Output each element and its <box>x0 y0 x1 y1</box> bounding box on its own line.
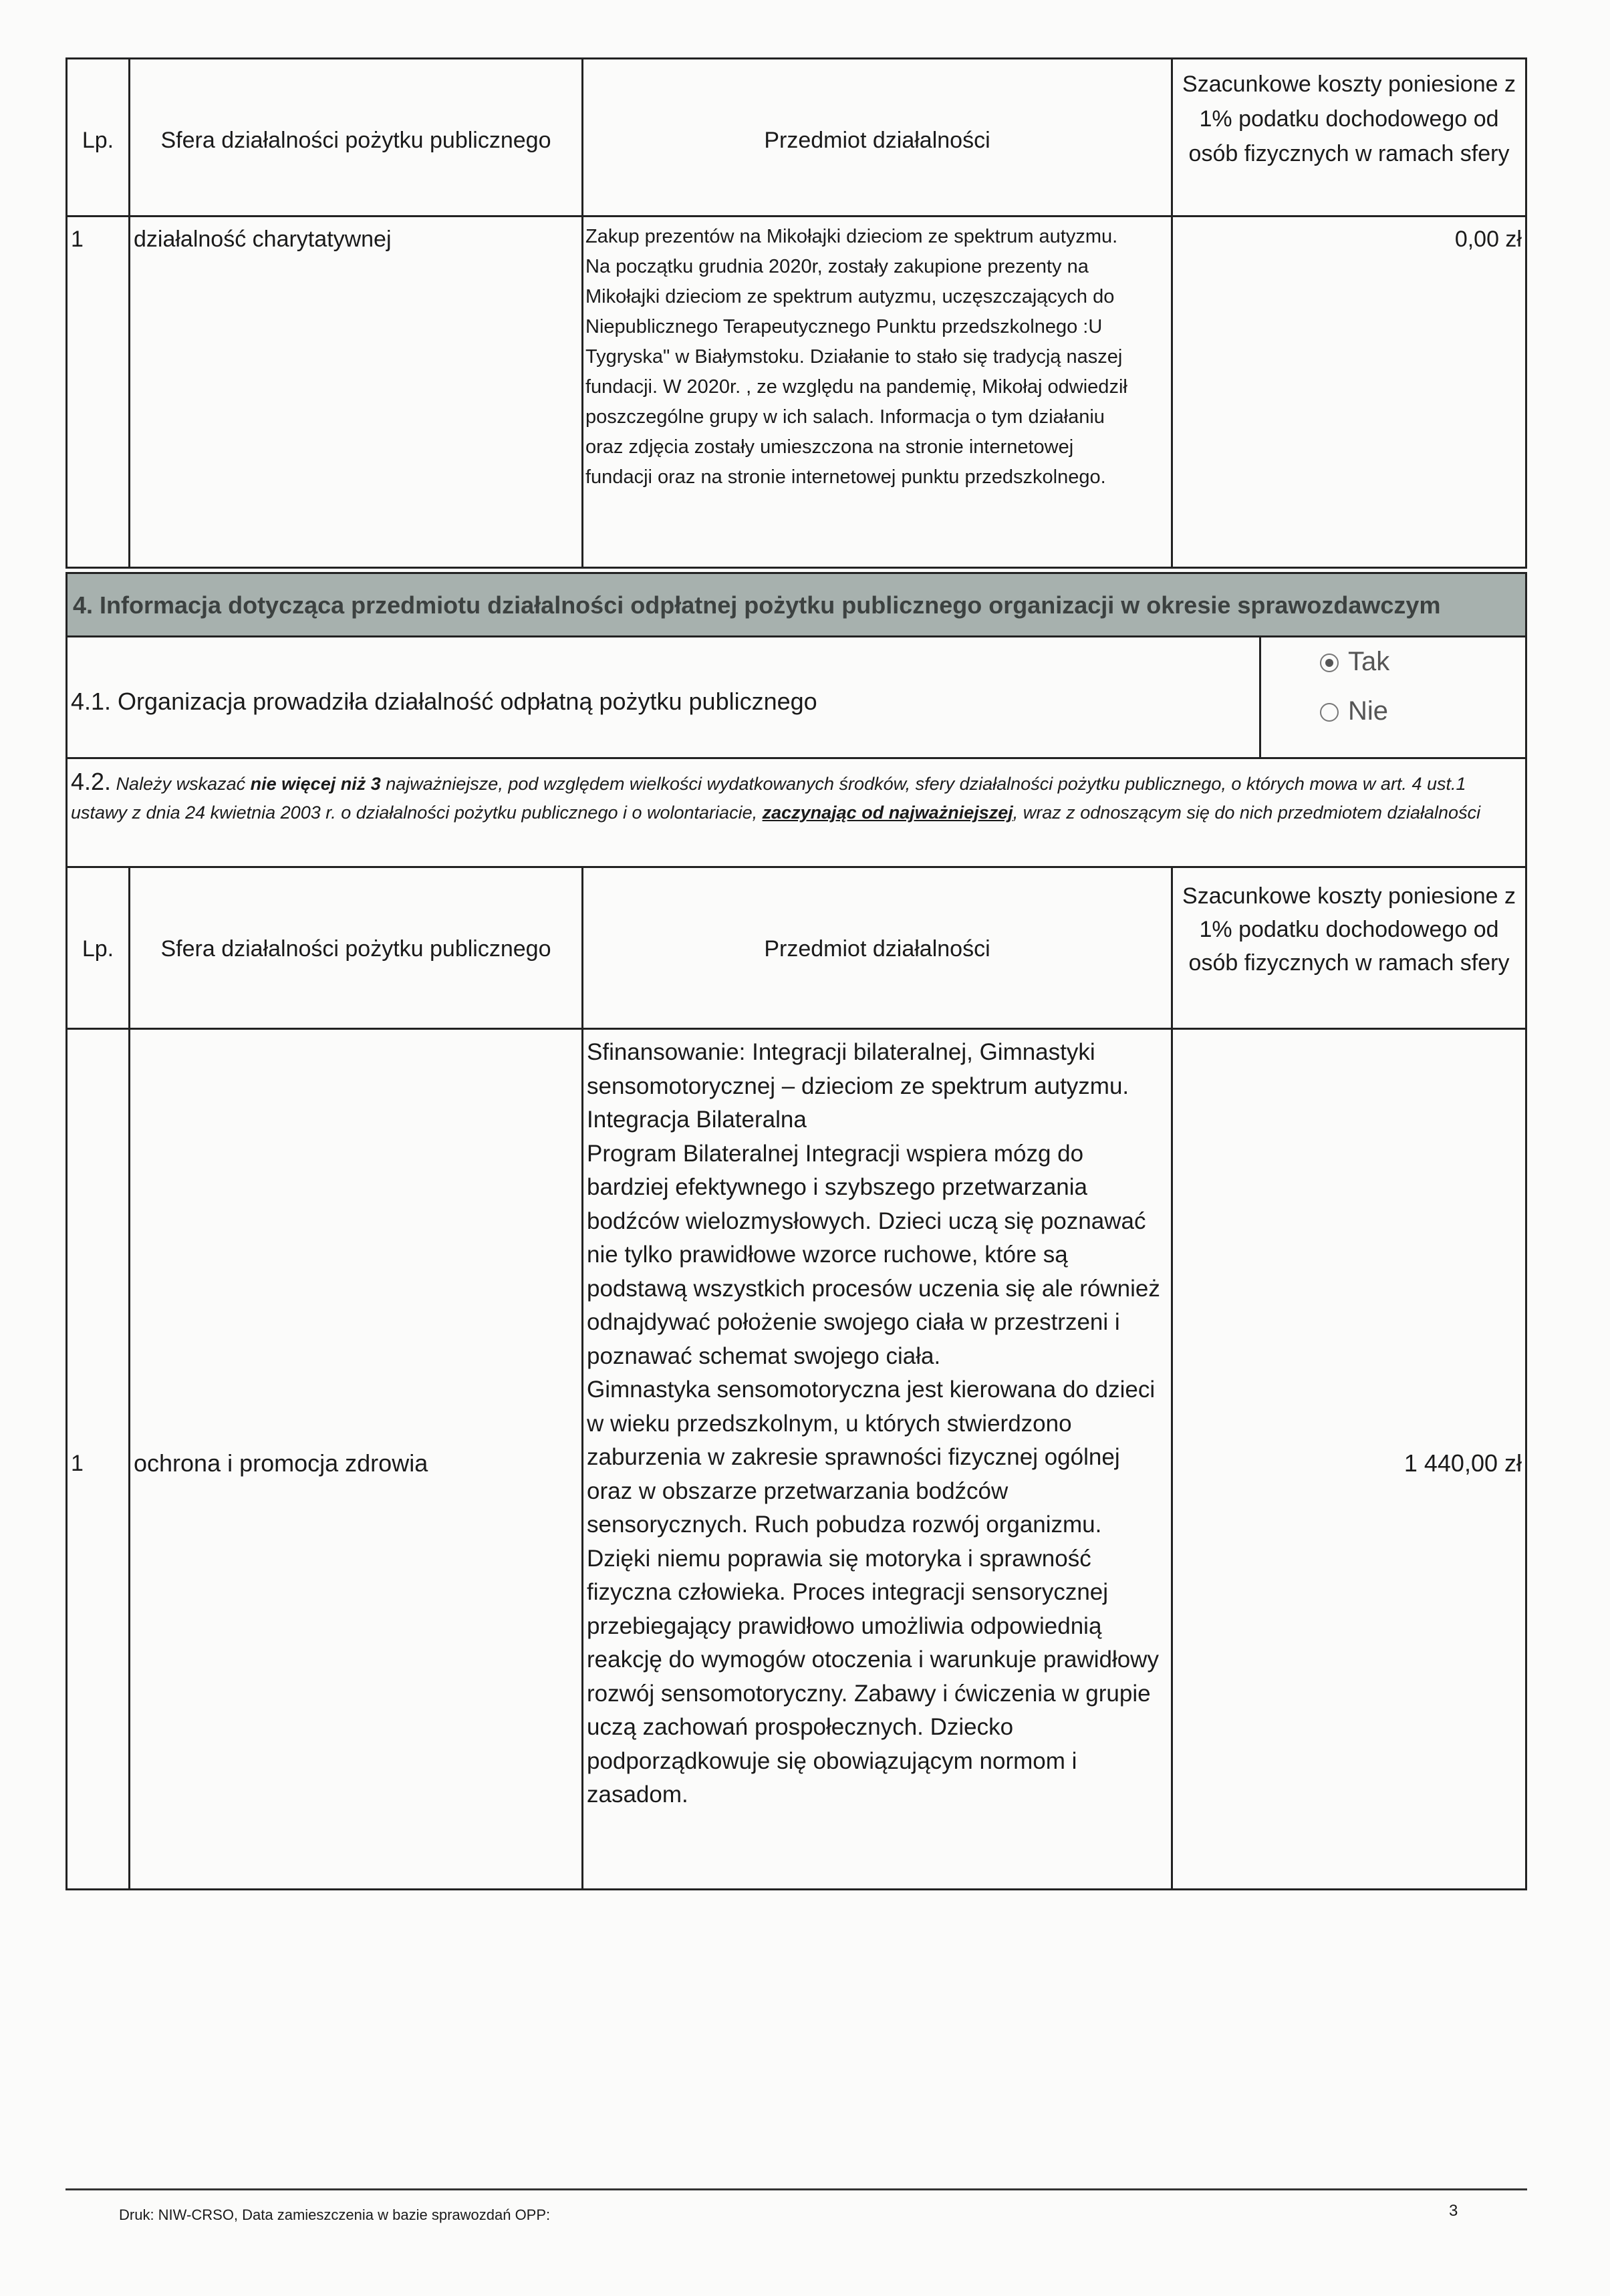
page-number: 3 <box>1449 2202 1458 2220</box>
q42-text-a: Należy wskazać <box>116 774 246 794</box>
t2-row-lp: 1 <box>71 1451 84 1476</box>
q42-text-b: nie więcej niż 3 <box>250 774 381 794</box>
t2-header-przedmiot: Przedmiot działalności <box>764 936 990 962</box>
footer-text: Druk: NIW-CRSO, Data zamieszczenia w bazie sprawozdań OPP: <box>119 2206 551 2223</box>
q42-text-d: zaczynając od najważniejszej <box>762 803 1013 823</box>
t2-row-koszty: 1 440,00 zł <box>1403 1449 1522 1477</box>
q41-label: 4.1. Organizacja prowadziła działalność odpłatną pożytku publicznego <box>71 688 817 715</box>
t1-row-sfera: działalność charytatywnej <box>134 227 392 252</box>
radio-unselected-icon[interactable] <box>1320 703 1339 722</box>
t2-row-przedmiot: Sfinansowanie: Integracji bilateralnej, Gimnastyki sensomotorycznej – dzieciom ze spektrum autyzmu. Integracja Bilateralna Program Bilateralnej Integracji wspiera mózg do bardziej efektywnego i szybszego przetwarzania bodźców wielozmysłowych. Dzieci uczą się poznawać nie tylko prawidłowe wzorce ruchowe, które są podstawą wszystkich procesów uczenia się ale również odnajdywać położenie swojego ciała w przestrzeni i poznawać schemat swojego ciała. Gimnastyka sensomotoryczna jest kierowana do dzieci w wieku przedszkolnym, u których stwierdzono zaburzenia w zakresie sprawności fizycznej ogólnej oraz w obszarze przetwarzania bodźców sensorycznych. Ruch pobudza rozwój organizmu. Dzięki niemu poprawia się motoryka i sprawność fizyczna człowieka. Proces integracji sensorycznej przebiegający prawidłowo umożliwia odpowiednią reakcję do wymogów otoczenia i warunkuje prawidłowy rozwój sensomotoryczny. Zabawy i ćwiczenia w grupie uczą zachowań prospołecznych. Dziecko podporządkowuje się obowiązującym normom i zasadom. <box>587 1039 1160 1808</box>
q42-text-c: najważniejsze, pod względem wielkości wydatkowanych środków, sfery działalności pożytku publicznego, o których mowa w art. 4 ust.1 ustawy z dnia 24 kwietnia 2003 r. o działalności pożytku publicznego i o wolontariacie, <box>71 774 1466 823</box>
option-nie[interactable] <box>1320 696 1388 726</box>
t1-row-lp: 1 <box>71 227 84 252</box>
t1-header-lp: Lp. <box>82 128 114 153</box>
t2-header-lp: Lp. <box>82 936 114 962</box>
q42-number: 4.2. <box>71 768 112 795</box>
t1-header-koszty: Szacunkowe koszty poniesione z 1% podatku dochodowego od osób fizycznych w ramach sfery <box>1182 71 1516 166</box>
footer-rule <box>65 2188 1527 2190</box>
t1-header-przedmiot: Przedmiot działalności <box>764 128 990 153</box>
t2-header-sfera: Sfera działalności pożytku publicznego <box>160 936 551 962</box>
t2-row-sfera: ochrona i promocja zdrowia <box>134 1449 428 1477</box>
t1-row-koszty: 0,00 zł <box>1454 227 1522 252</box>
option-tak[interactable] <box>1320 647 1389 677</box>
section-4-header <box>65 572 1527 637</box>
t1-row-przedmiot: Zakup prezentów na Mikołajki dzieciom ze spektrum autyzmu. Na początku grudnia 2020r, zostały zakupione prezenty na Mikołajki dzieciom ze spektrum autyzmu, uczęszczających do Niepublicznego Terapeutycznego Punktu przedszkolnego :U Tygryska" w Białymstoku. Działanie to stało się tradycją naszej fundacji. W 2020r. , ze względu na pandemię, Mikołaj odwiedził poszczególne grupy w ich salach. Informacja o tym działaniu oraz zdjęcia zostały umieszczona na stronie internetowej fundacji oraz na stronie internetowej punktu przedszkolnego. <box>585 226 1127 488</box>
q42-text-e: , wraz z odnoszącym się do nich przedmiotem działalności <box>1013 803 1481 823</box>
option-nie-label: Nie <box>1348 696 1389 726</box>
t2-header-koszty: Szacunkowe koszty poniesione z 1% podatku dochodowego od osób fizycznych w ramach sfery <box>1182 883 1516 976</box>
t1-header-sfera: Sfera działalności pożytku publicznego <box>160 128 551 153</box>
radio-selected-icon[interactable] <box>1320 654 1339 672</box>
option-tak-label: Tak <box>1348 647 1390 676</box>
section-4-title: 4. Informacja dotycząca przedmiotu działalności odpłatnej pożytku publicznego organizacji w okresie sprawozdawczym <box>73 591 1441 619</box>
q42-text <box>71 767 1518 827</box>
